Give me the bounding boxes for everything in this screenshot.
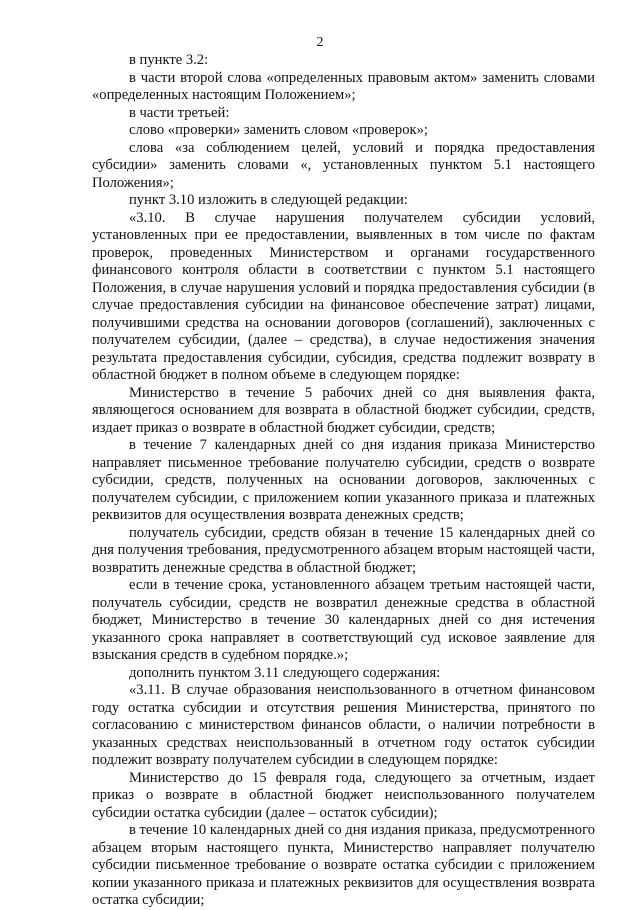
paragraph-part-three: в части третьей: [129,104,230,121]
paragraph-ministry-order: Министерство в течение 5 рабочих дней со дня выявления факта, являющегося основанием для возврата в областной бюджет субсидии, средств, издает приказ о возврате в областной бюджет субсидии, средств; [92,384,595,436]
paragraph-written-demand: в течение 7 календарных дней со дня издания приказа Министерство направляет письменное требование получателю субсидии, средств о возврате субсидии, средств, полученных на основании договоров, заключенных с получателем субсидии, с приложением копии указанного приказа и платежных реквизитов для осуществления возврата денежных средств; [92,437,595,523]
document-body [92,52,595,910]
paragraph-recipient-obligation: получатель субсидии, средств обязан в течение 15 календарных дней со дня получения требования, предусмотренного абзацем вторым настоящей части, возвратить денежные средства в областной бюджет; [92,524,595,576]
paragraph-point-3-11-intro: дополнить пунктом 3.11 следующего содержания: [129,664,441,681]
paragraph-point-3-10: «3.10. В случае нарушения получателем субсидии условий, установленных при ее предоставлении, выявленных в том числе по фактам проверок, проведенных Министерством и органами государственного финансового контроля области в соответствии с пунктом 5.1 настоящего Положения, в случае нарушения условий и порядка предоставления субсидии (в случае предоставления субсидии на финансовое обеспечение затрат) лицами, получившими средства на основании договоров (соглашений), заключенных с получателем субсидии, (далее – средства), в случае недостижения значения результата предоставления субсидии, субсидия, средства подлежит возврату в областной бюджет в полном объеме в следующем порядке: [92,209,595,383]
paragraph-court-claim: если в течение срока, установленного абзацем третьим настоящей части, получатель субсидии, средств не возвратил денежные средства в областной бюджет, Министерство в течение 30 календарных дней со дня истечения указанного срока направляет в соответствующий суд исковое заявление для взыскания средств в судебном порядке.»; [92,577,595,663]
paragraph-point-3-2: в пункте 3.2: [129,52,209,68]
paragraph-point-3-10-intro: пункт 3.10 изложить в следующей редакции: [129,192,408,208]
page-number: 2 [316,35,324,50]
paragraph-ten-days-demand: в течение 10 календарных дней со дня издания приказа, предусмотренного абзацем вторым настоящего пункта, Министерство направляет получателю субсидии письменное требование о возврате остатка субсидии с приложением копии указанного приказа и платежных реквизитов для осуществления возврата остатка субсидии; [92,822,595,908]
paragraph-point-3-11: «3.11. В случае образования неиспользованного в отчетном финансовом году остатка субсидии и отсутствия решения Министерства, принятого по согласованию с министерством финансов области, о наличии потребности в указанных средствах неиспользованный в отчетном году остаток субсидии подлежит возврату получателем субсидии в следующем порядке: [92,682,595,768]
paragraph-february-order: Министерство до 15 февраля года, следующего за отчетным, издает приказ о возврате в областной бюджет неиспользованного получателем субсидии остатка субсидии (далее – остаток субсидии); [92,769,595,821]
paragraph-word-checks: слово «проверки» заменить словом «проверок»; [129,122,428,138]
paragraph-part-two: в части второй слова «определенных правовым актом» заменить словами «определенных настоящим Положением»; [92,69,595,103]
paragraph-words-compliance: слова «за соблюдением целей, условий и порядка предоставления субсидии» заменить словами «, установленных пунктом 5.1 настоящего Положения»; [92,139,595,191]
